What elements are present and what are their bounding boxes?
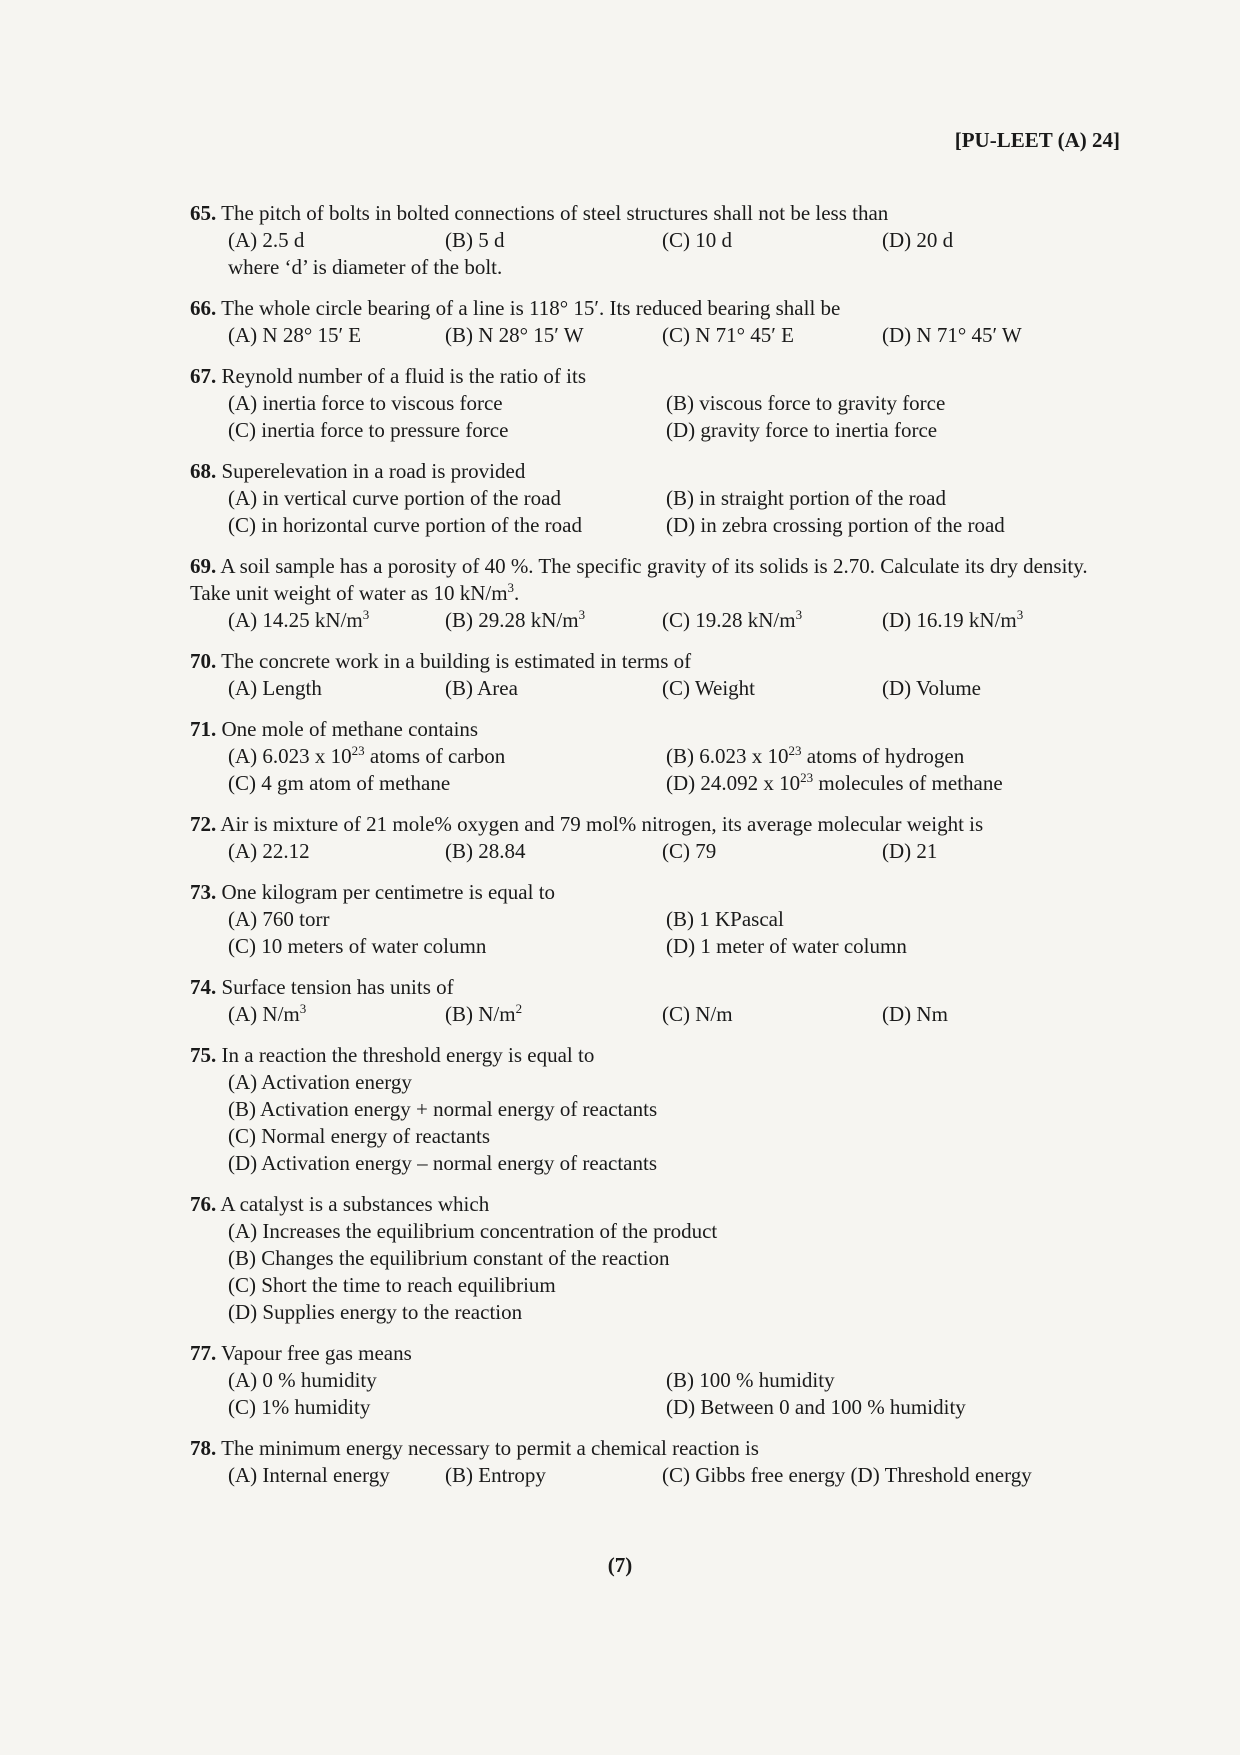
- option: (D) Supplies energy to the reaction: [228, 1300, 523, 1324]
- option: (A) N 28° 15′ E: [228, 323, 362, 347]
- question-text: The minimum energy necessary to permit a chemical reaction is: [216, 1436, 759, 1460]
- option: (D) 1 meter of water column: [666, 934, 907, 958]
- option: (C) Gibbs free energy (D) Threshold energy: [662, 1463, 1032, 1487]
- option: (C) 1% humidity: [228, 1395, 371, 1419]
- option: (D) gravity force to inertia force: [666, 418, 938, 442]
- question-stem: [190, 458, 1120, 485]
- option: (B) viscous force to gravity force: [666, 391, 946, 415]
- option: (D) Volume: [882, 676, 981, 700]
- option-list: [190, 675, 1120, 702]
- option: (C) inertia force to pressure force: [228, 418, 509, 442]
- option: (A) in vertical curve portion of the road: [228, 486, 561, 510]
- option: (D) 20 d: [882, 228, 954, 252]
- option-list: [190, 906, 1120, 960]
- question-stem: [190, 1435, 1120, 1462]
- option-list: [190, 1069, 1120, 1177]
- question-note: where ‘d’ is diameter of the bolt.: [228, 255, 503, 279]
- question-text: Air is mixture of 21 mole% oxygen and 79 mol% nitrogen, its average molecular weight is: [216, 812, 984, 836]
- question-number: 71.: [190, 717, 217, 741]
- option-list: [190, 1367, 1120, 1421]
- question-stem: [190, 811, 1120, 838]
- question-stem: [190, 1191, 1120, 1218]
- option: (A) 6.023 x $10^{23}$ atoms of carbon: [228, 743, 506, 768]
- option: (C) 19.28 $kN/m^3$: [662, 607, 803, 632]
- question-number: 73.: [190, 880, 217, 904]
- option: (A) Increases the equilibrium concentration of the product: [228, 1219, 718, 1243]
- question-number: 78.: [190, 1436, 217, 1460]
- option: (B) 100 % humidity: [666, 1368, 835, 1392]
- option: (C) 79: [662, 839, 717, 863]
- question-text: The whole circle bearing of a line is 118° 15′. Its reduced bearing shall be: [216, 296, 841, 320]
- question-text: Superelevation in a road is provided: [216, 459, 526, 483]
- question-text: In a reaction the threshold energy is equal to: [216, 1043, 595, 1067]
- page-number: (7): [607, 1553, 633, 1577]
- question-stem: [190, 1042, 1120, 1069]
- option: (D) Nm: [882, 1002, 948, 1026]
- option: (A) $N/m^3$: [228, 1001, 307, 1026]
- option-list: [190, 390, 1120, 444]
- question-number: 76.: [190, 1192, 217, 1216]
- option: (D) Activation energy – normal energy of reactants: [228, 1151, 657, 1175]
- option: (B) 1 KPascal: [666, 907, 784, 931]
- question-number: 72.: [190, 812, 217, 836]
- option: (B) 5 d: [445, 228, 505, 252]
- question-67: [190, 363, 1120, 444]
- question-stem: [190, 879, 1120, 906]
- question-66: [190, 295, 1120, 349]
- question-text: One kilogram per centimetre is equal to: [216, 880, 556, 904]
- option: (C) in horizontal curve portion of the road: [228, 513, 582, 537]
- option: (B) 29.28 $kN/m^3$: [445, 607, 586, 632]
- option: (D) 16.19 $kN/m^3$: [882, 607, 1024, 632]
- option: (D) Between 0 and 100 % humidity: [666, 1395, 966, 1419]
- question-number: 74.: [190, 975, 217, 999]
- question-text: The pitch of bolts in bolted connections of steel structures shall not be less than: [216, 201, 889, 225]
- question-text: Surface tension has units of: [216, 975, 454, 999]
- question-stem: [190, 1340, 1120, 1367]
- option: (A) inertia force to viscous force: [228, 391, 503, 415]
- question-76: [190, 1191, 1120, 1326]
- question-75: [190, 1042, 1120, 1177]
- question-number: 77.: [190, 1341, 217, 1365]
- option: (C) 4 gm atom of methane: [228, 771, 451, 795]
- question-70: [190, 648, 1120, 702]
- option: (D) in zebra crossing portion of the road: [666, 513, 1005, 537]
- question-text: One mole of methane contains: [216, 717, 479, 741]
- option: (C) Short the time to reach equilibrium: [228, 1273, 556, 1297]
- option: (C) Weight: [662, 676, 755, 700]
- question-number: 66.: [190, 296, 217, 320]
- option-list: [190, 485, 1120, 539]
- option: (B) N 28° 15′ W: [445, 323, 584, 347]
- option: (A) 14.25 $kN/m^3$: [228, 607, 370, 632]
- option-list: [190, 322, 1120, 349]
- option: (D) 21: [882, 839, 938, 863]
- question-number: 70.: [190, 649, 217, 673]
- question-stem: [190, 974, 1120, 1001]
- option: (A) 0 % humidity: [228, 1368, 377, 1392]
- question-number: 75.: [190, 1043, 217, 1067]
- question-text: A catalyst is a substances which: [216, 1192, 490, 1216]
- question-number: 65.: [190, 201, 217, 225]
- question-72: [190, 811, 1120, 865]
- question-text: A soil sample has a porosity of 40 %. The specific gravity of its solids is 2.70. Calculate its dry density. Take unit weight of water as 10 $kN/m^3$.: [190, 554, 1088, 605]
- question-74: [190, 974, 1120, 1028]
- question-65: [190, 200, 1120, 281]
- option-list: [190, 607, 1120, 634]
- option: (B) 28.84: [445, 839, 526, 863]
- option: (D) 24.092 x $10^{23}$ molecules of methane: [666, 770, 1003, 795]
- question-68: [190, 458, 1120, 539]
- question-78: [190, 1435, 1120, 1489]
- question-number: 69.: [190, 554, 217, 578]
- option: (B) Entropy: [445, 1463, 546, 1487]
- question-number: 68.: [190, 459, 217, 483]
- question-77: [190, 1340, 1120, 1421]
- option-list: [190, 227, 1120, 254]
- question-text: The concrete work in a building is estimated in terms of: [216, 649, 692, 673]
- option-list: [190, 838, 1120, 865]
- option: (A) Activation energy: [228, 1070, 412, 1094]
- question-stem: [190, 553, 1120, 607]
- question-stem: [190, 716, 1120, 743]
- option: (A) Length: [228, 676, 322, 700]
- option: (C) Normal energy of reactants: [228, 1124, 491, 1148]
- option: (B) $N/m^2$: [445, 1001, 523, 1026]
- option: (C) 10 meters of water column: [228, 934, 487, 958]
- question-73: [190, 879, 1120, 960]
- option-list: [190, 1001, 1120, 1028]
- option: (B) Changes the equilibrium constant of the reaction: [228, 1246, 670, 1270]
- question-text: Reynold number of a fluid is the ratio of its: [216, 364, 587, 388]
- option-list: [190, 1218, 1120, 1326]
- option: (C) 10 d: [662, 228, 732, 252]
- question-stem: [190, 295, 1120, 322]
- question-69: [190, 553, 1120, 634]
- option-list: [190, 743, 1120, 797]
- option: (B) 6.023 x $10^{23}$ atoms of hydrogen: [666, 743, 965, 768]
- question-stem: [190, 363, 1120, 390]
- question-list: [190, 200, 1120, 1503]
- option: (B) in straight portion of the road: [666, 486, 946, 510]
- option: (A) 2.5 d: [228, 228, 305, 252]
- option: (C) N/m: [662, 1002, 733, 1026]
- option: (B) Area: [445, 676, 518, 700]
- question-71: [190, 716, 1120, 797]
- option: (A) Internal energy: [228, 1463, 390, 1487]
- option: (B) Activation energy + normal energy of reactants: [228, 1097, 658, 1121]
- option: (A) 760 torr: [228, 907, 330, 931]
- option-list: [190, 1462, 1120, 1489]
- question-stem: [190, 200, 1120, 227]
- question-number: 67.: [190, 364, 217, 388]
- paper-code: [PU-LEET (A) 24]: [954, 128, 1120, 152]
- question-text: Vapour free gas means: [216, 1341, 412, 1365]
- option: (A) 22.12: [228, 839, 310, 863]
- question-stem: [190, 648, 1120, 675]
- option: (C) N 71° 45′ E: [662, 323, 794, 347]
- option: (D) N 71° 45′ W: [882, 323, 1022, 347]
